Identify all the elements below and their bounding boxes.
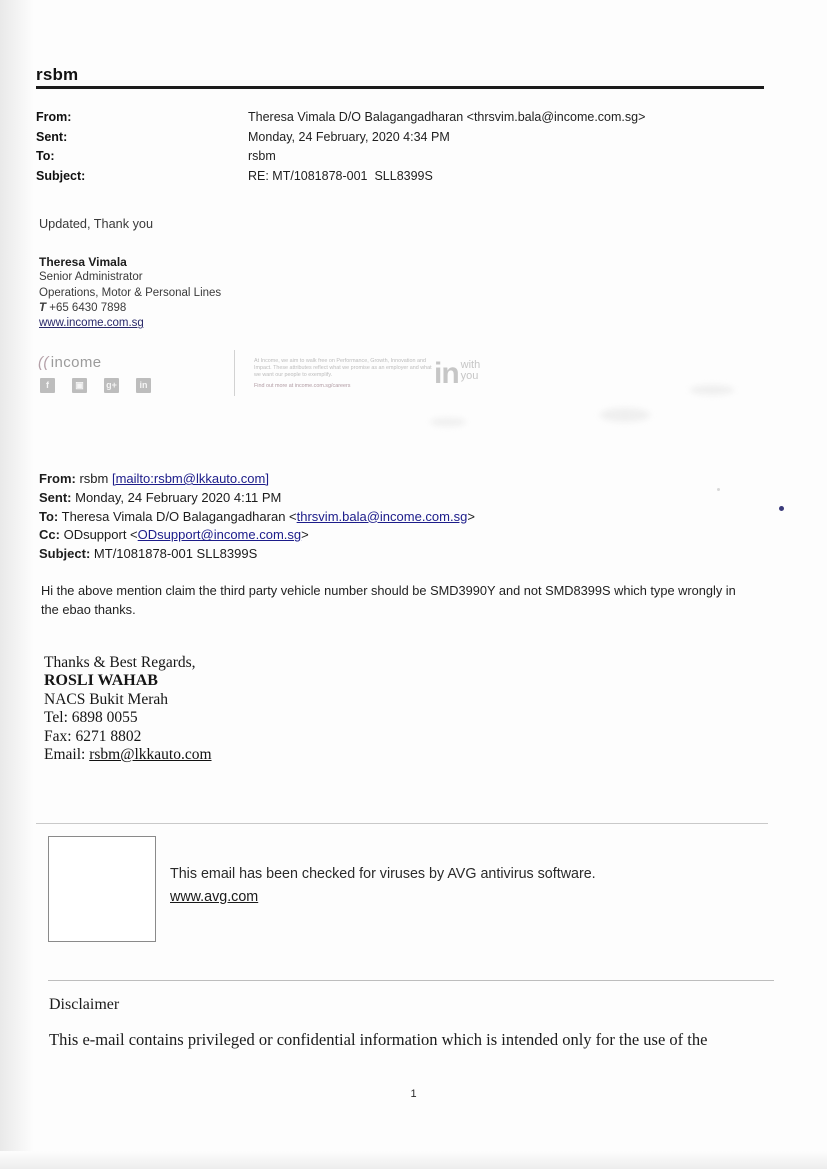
quoted-to-value: Theresa Vimala D/O Balagangadharan < xyxy=(61,508,297,524)
phone-prefix: T xyxy=(39,301,47,314)
quoted-to-email-link[interactable]: thrsvim.bala@income.com.sg xyxy=(296,508,468,524)
tagline-stack xyxy=(461,360,481,383)
quoted-cc-label: Cc: xyxy=(39,527,60,543)
facebook-icon[interactable]: f xyxy=(40,378,55,393)
disclaimer-title: Disclaimer xyxy=(49,996,120,1013)
quoted-cc-email-link[interactable]: ODsupport@income.com.sg xyxy=(137,527,302,543)
quoted-sent-label: Sent: xyxy=(39,489,72,505)
scan-smudge-3 xyxy=(430,418,466,426)
fax-value: 6271 8802 xyxy=(75,727,142,745)
fax-label: Fax: xyxy=(44,727,72,745)
instagram-icon[interactable]: ▣ xyxy=(72,378,87,393)
reply-signature xyxy=(39,255,221,331)
subject-label: Subject: xyxy=(36,168,86,183)
from-value: Theresa Vimala D/O Balagangadharan <thrsvim.bala@income.com.sg> xyxy=(248,110,646,124)
quoted-row-subject xyxy=(39,545,475,564)
avg-website-link[interactable]: www.avg.com xyxy=(170,889,259,905)
banner-divider xyxy=(234,350,235,396)
to-value: rsbm xyxy=(248,149,276,164)
from-label: From: xyxy=(36,110,72,124)
quoted-row-sent xyxy=(39,489,475,508)
quoted-from-label: From: xyxy=(39,471,76,486)
in-with-you-tagline xyxy=(434,357,480,391)
quoted-cc-tail: > xyxy=(301,527,309,543)
avg-message: This email has been checked for viruses by AVG antivirus software. xyxy=(170,866,596,882)
header-row-subject xyxy=(36,167,766,187)
signature-closing: Thanks & Best Regards, xyxy=(44,654,196,671)
quoted-cc-value: ODsupport < xyxy=(63,527,138,543)
google-plus-icon[interactable]: g+ xyxy=(104,378,119,393)
quoted-email-header xyxy=(39,470,475,564)
banner-fine-print xyxy=(254,358,434,390)
income-email-banner xyxy=(38,352,508,404)
quoted-message-body: Hi the above mention claim the third party vehicle number should be SMD3990Y and not SMD8399S which type wrongly in the ebao thanks. xyxy=(41,583,736,618)
header-row-from xyxy=(36,108,766,128)
signature-email-link[interactable]: rsbm@lkkauto.com xyxy=(89,746,212,764)
quoted-to-tail: > xyxy=(467,508,475,524)
linkedin-icon[interactable]: in xyxy=(136,378,151,393)
header-rule xyxy=(36,86,764,89)
quoted-row-from xyxy=(39,470,475,489)
scan-ink-dot xyxy=(779,506,784,511)
signature-company: NACS Bukit Merah xyxy=(44,690,168,708)
quoted-from-value: rsbm xyxy=(79,471,112,486)
avg-logo-placeholder xyxy=(48,836,156,942)
scan-speck-1 xyxy=(717,488,720,491)
tel-label: Tel: xyxy=(44,709,68,727)
avg-notice xyxy=(170,863,750,909)
page-title: rsbm xyxy=(36,65,79,84)
scan-smudge-1 xyxy=(600,408,650,422)
email-header-fields xyxy=(36,108,766,186)
quoted-signature xyxy=(44,654,212,764)
quoted-row-cc xyxy=(39,526,475,545)
sent-label: Sent: xyxy=(36,129,68,144)
fine-print-line-2: Innovation and Impact. These attributes reflect what we promise xyxy=(254,358,426,372)
signature-fax-line xyxy=(44,728,212,746)
signature-email-line xyxy=(44,746,212,764)
header-row-sent xyxy=(36,128,766,148)
quoted-to-label: To: xyxy=(39,508,59,524)
fine-print-careers-link[interactable]: Find out more at income.com.sg/careers xyxy=(254,382,351,389)
signature-title: Senior Administrator xyxy=(39,271,143,284)
scan-smudge-2 xyxy=(690,385,734,395)
quoted-from-mailto-link[interactable]: [mailto:rsbm@lkkauto.com] xyxy=(111,471,269,486)
quoted-subject-label: Subject: xyxy=(39,546,91,562)
signature-name: Theresa Vimala xyxy=(39,255,127,269)
tagline-you: you xyxy=(460,370,479,382)
email-label: Email: xyxy=(44,746,86,764)
signature-website-link[interactable]: www.income.com.sg xyxy=(39,317,144,330)
signature-sender-name: ROSLI WAHAB xyxy=(44,672,158,690)
quoted-subject-value: MT/1081878-001 SLL8399S xyxy=(93,546,258,562)
quoted-row-to xyxy=(39,508,475,527)
logo-slash-icon: (( xyxy=(38,354,49,371)
sent-value: Monday, 24 February, 2020 4:34 PM xyxy=(248,129,450,144)
header-row-to xyxy=(36,147,766,167)
page-number: 1 xyxy=(410,1088,417,1100)
fine-print-line-3: as an employer and what we want our people to exemplify. xyxy=(254,365,432,379)
quoted-sent-value: Monday, 24 February 2020 4:11 PM xyxy=(75,489,282,505)
disclaimer-divider xyxy=(48,980,774,981)
tagline-with: with xyxy=(460,358,481,371)
to-label: To: xyxy=(36,149,55,164)
social-icons-row xyxy=(40,378,151,393)
tel-value: 6898 0055 xyxy=(71,709,138,727)
signature-department: Operations, Motor & Personal Lines xyxy=(39,286,222,299)
tagline-in: in xyxy=(434,357,459,390)
income-logo-text: income xyxy=(50,354,102,371)
subject-value: RE: MT/1081878-001 SLL8399S xyxy=(248,168,433,183)
signature-phone: +65 6430 7898 xyxy=(49,301,127,314)
fine-print-line-1: At Income, we aim to walk free on Performance, Growth, xyxy=(254,358,390,364)
signature-phone-line xyxy=(39,301,221,316)
disclaimer-body: This e-mail contains privileged or confidential information which is intended only for the use of the xyxy=(49,1030,708,1049)
avg-divider xyxy=(36,823,768,824)
income-logo xyxy=(38,354,102,371)
reply-greeting: Updated, Thank you xyxy=(39,217,154,231)
signature-tel-line xyxy=(44,709,212,727)
